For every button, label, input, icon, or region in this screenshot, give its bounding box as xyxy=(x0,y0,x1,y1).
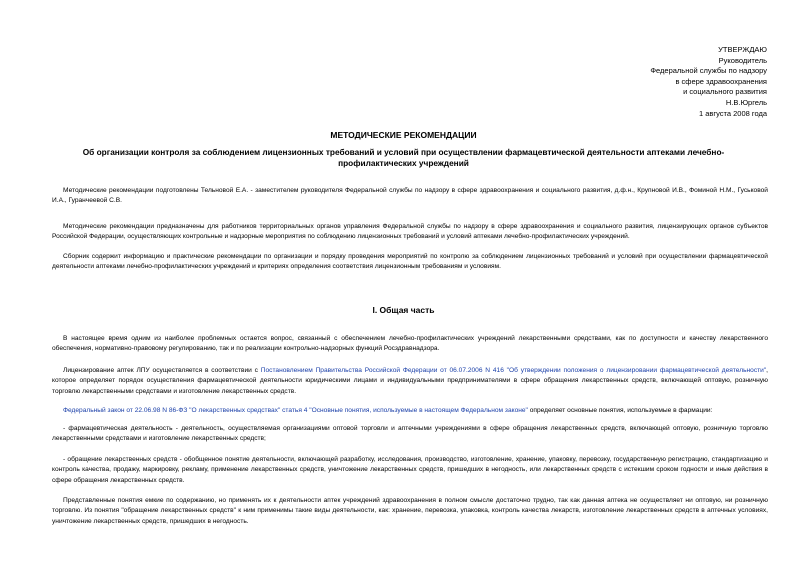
approval-block xyxy=(650,45,767,119)
definition-pharmaceutical-activity: - фармацевтическая деятельность - деятельность, осуществляемая организациями оптовой торговли и аптечными учреждениями в сфере обращения лекарственных средств, включающей оптовую, розничную торговлю лекарственными средствами и изготовление лекарственных средств; xyxy=(52,425,768,443)
paragraph-text: , которое определяет порядок осуществления фармацевтической деятельности юридическими лицами и индивидуальными предпринимателями в сфере обращения лекарственных средств, включающей оптовую, розничную торговлю лекарственными средствами и изготовление лекарственных средств. xyxy=(52,367,769,395)
paragraph-text: определяет основные понятия, используемые в фармации: xyxy=(527,407,713,414)
approval-line: Федеральной службы по надзору xyxy=(650,66,767,76)
approval-line: в сфере здравоохранения xyxy=(675,76,767,86)
section-paragraph-problem: В настоящее время одним из наиболее проблемных остается вопрос, связанный с обеспечением лечебно-профилактических учреждений лекарственными средствами, как по доступности и качеству лекарственного обеспечения, нормативно-правовому регулированию, так и по реализации контрольно-надзорных функций Росздравнадзора. xyxy=(52,335,768,353)
government-decree-link[interactable]: Постановлением Правительства Российской Федерации от 06.07.2006 N 416 "Об утверждении положения о лицензировании фармацевтической деятельности" xyxy=(260,367,767,374)
approval-line: УТВЕРЖДАЮ xyxy=(718,45,767,54)
approval-line: и социального развития xyxy=(683,87,767,97)
approval-date: 1 августа 2008 года xyxy=(698,108,767,118)
section-paragraph-licensing xyxy=(52,366,768,397)
approval-line: Руководитель xyxy=(718,55,767,65)
definition-drug-circulation: - обращение лекарственных средств - обобщенное понятие деятельности, включающей разработку, исследования, производство, изготовление, хранение, упаковку, перевозку, государственную регистрацию, стандартизацию и контроль качества, продажу, маркировку, рекламу, применение лекарственных средств, уничтожение лекарственных средств, пришедших в негодность, или лекарственных средств с истекшим сроком годности и иные действия в сфере обращения лекарственных средств. xyxy=(52,456,768,484)
approval-signatory: Н.В.Юргель xyxy=(725,97,767,107)
document-subtitle: Об организации контроля за соблюдением лицензионных требований и условий при осуществлении фармацевтической деятельности аптеками лечебно-профилактических учреждений xyxy=(82,147,725,168)
section-paragraph-concepts: Представленные понятия емкие по содержанию, но применять их к деятельности аптек учреждений здравоохранения в полном смысле достаточно трудно, так как данная аптека не осуществляет ни оптовую, ни розничную торговлю. Из понятия "обращение лекарственных средств" к ним применимы такие виды деятельности, как: хранение, перевозка, упаковка, контроль качества лекарств, изготовление лекарственных средств в аптечных условиях, уничтожение лекарственных средств, пришедших в негодность. xyxy=(52,497,768,525)
section-heading: I. Общая часть xyxy=(372,305,435,315)
section-paragraph-federal-law xyxy=(52,406,768,416)
paragraph-text: Лицензирование аптек ЛПУ осуществляется в соответствии с xyxy=(63,367,261,374)
intro-paragraph-audience: Методические рекомендации предназначены для работников территориальных органов управления Федеральной службы по надзору в сфере здравоохранения и социального развития, лицензирующих органов субъектов Российской Федерации, осуществляющих контрольные и надзорные мероприятия по соблюдению лицензионных требований и условий аптеками лечебно-профилактических учреждений. xyxy=(52,223,768,241)
document-title: МЕТОДИЧЕСКИЕ РЕКОМЕНДАЦИИ xyxy=(330,130,477,140)
federal-law-link[interactable]: Федеральный закон от 22.06.98 N 86-ФЗ "О лекарственных средствах" статья 4 "Основные понятия, используемые в настоящем Федеральном законе" xyxy=(63,407,528,414)
intro-paragraph-contents: Сборник содержит информацию и практические рекомендации по организации и порядку проведения мероприятий по контролю за соблюдением лицензионных требований и условий при осуществлении фармацевтической деятельности аптеками лечебно-профилактических учреждений и критериях определения соответствия лицензионным требованиям и условиям. xyxy=(52,253,768,271)
intro-paragraph-authors: Методические рекомендации подготовлены Тельновой Е.А. - заместителем руководителя Федеральной службы по надзору в сфере здравоохранения и социального развития, д.ф.н., Крупновой И.В., Фоминой Н.М., Гуськовой И.А., Гуранчеевой С.В. xyxy=(52,187,768,205)
